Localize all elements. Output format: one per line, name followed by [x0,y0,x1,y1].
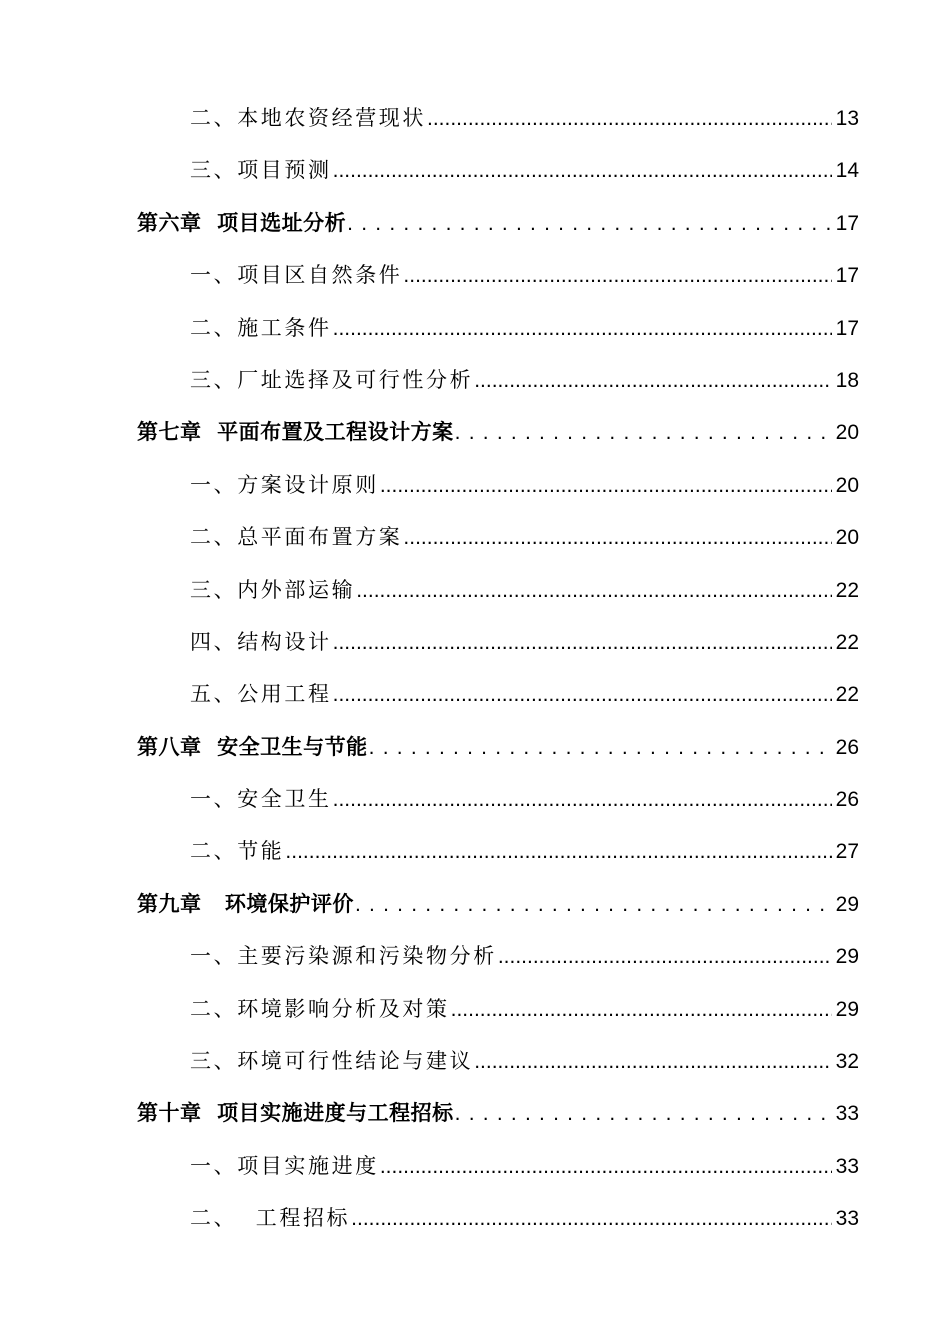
dot-leader [356,579,832,603]
dot-leader [333,317,832,341]
dot-leader [403,526,832,550]
toc-entry-page: 33 [835,1102,859,1126]
toc-entry-page: 33 [835,1154,859,1178]
toc-chapter-entry[interactable] [0,416,950,468]
toc-entry[interactable] [0,678,950,730]
toc-entry[interactable] [0,993,950,1045]
toc-entry-page: 20 [835,473,859,497]
dot-leader [333,159,832,183]
dot-leader [403,264,832,288]
dot-leader [351,1207,832,1231]
toc-entry-page: 20 [835,526,859,550]
toc-entry-page: 20 [835,421,859,445]
toc-entry[interactable] [0,521,950,573]
toc-entry-page: 29 [835,945,859,969]
toc-entry[interactable] [0,1045,950,1097]
toc-entry[interactable] [0,312,950,364]
toc-chapter-title: 第十章 项目实施进度与工程招标 [137,1100,454,1126]
toc-entry[interactable] [0,469,950,521]
toc-chapter-entry[interactable] [0,207,950,259]
toc-entry-page: 26 [835,735,859,759]
toc-entry-title: 二、 工程招标 [190,1206,351,1231]
toc-entry-title: 一、主要污染源和污染物分析 [190,944,497,969]
toc-entry[interactable] [0,940,950,992]
toc-chapter-title: 第八章 安全卫生与节能 [137,733,368,759]
dot-leader [333,683,832,707]
dot-leader [455,421,832,445]
toc-entry-title: 二、环境影响分析及对策 [190,996,450,1021]
toc-entry[interactable] [0,835,950,887]
dot-leader [451,998,832,1022]
toc-chapter-title: 第九章 环境保护评价 [137,890,354,916]
toc-chapter-entry[interactable] [0,731,950,783]
toc-entry[interactable] [0,364,950,416]
toc-entry-title: 一、项目区自然条件 [190,263,403,288]
dot-leader [455,1102,832,1126]
toc-entry-page: 26 [835,788,859,812]
toc-entry-page: 17 [835,211,859,235]
dot-leader [498,945,832,969]
dot-leader [380,1155,832,1179]
toc-entry[interactable] [0,1202,950,1254]
toc-entry-page: 22 [835,630,859,654]
toc-entry-title: 一、项目实施进度 [190,1153,379,1178]
toc-entry-page: 17 [835,316,859,340]
dot-leader [355,893,832,917]
toc-entry-page: 27 [835,840,859,864]
toc-entry-title: 一、安全卫生 [190,787,332,812]
dot-leader [347,212,832,236]
dot-leader [333,788,832,812]
toc-entry-page: 22 [835,578,859,602]
toc-entry-page: 29 [835,997,859,1021]
dot-leader [427,107,832,131]
dot-leader [474,369,832,393]
table-of-contents [0,102,950,1255]
toc-entry[interactable] [0,783,950,835]
toc-entry-page: 13 [835,107,859,130]
toc-entry-title: 三、项目预测 [190,158,332,183]
toc-entry[interactable] [0,574,950,626]
toc-entry-page: 29 [835,892,859,916]
toc-entry[interactable] [0,1150,950,1202]
toc-entry-title: 三、厂址选择及可行性分析 [190,367,474,392]
toc-entry[interactable] [0,626,950,678]
toc-entry-page: 32 [835,1050,859,1074]
toc-entry-title: 二、节能 [190,839,285,864]
toc-entry-page: 33 [835,1207,859,1231]
dot-leader [333,631,832,655]
toc-entry[interactable] [0,259,950,311]
toc-chapter-title: 第六章 项目选址分析 [137,209,347,235]
toc-chapter-entry[interactable] [0,888,950,940]
toc-entry-title: 四、结构设计 [190,629,332,654]
dot-leader [285,840,832,864]
toc-entry-title: 五、公用工程 [190,682,332,707]
toc-entry[interactable] [0,154,950,206]
toc-entry[interactable] [0,102,950,154]
toc-entry-title: 三、内外部运输 [190,577,356,602]
toc-entry-title: 二、本地农资经营现状 [190,106,426,130]
toc-chapter-title: 第七章 平面布置及工程设计方案 [137,419,454,445]
toc-entry-title: 一、方案设计原则 [190,472,379,497]
dot-leader [380,474,832,498]
toc-entry-page: 22 [835,683,859,707]
toc-entry-title: 三、环境可行性结论与建议 [190,1049,474,1074]
toc-entry-page: 14 [835,159,859,183]
toc-chapter-entry[interactable] [0,1097,950,1149]
toc-entry-title: 二、总平面布置方案 [190,525,403,550]
toc-entry-page: 17 [835,264,859,288]
dot-leader [474,1050,832,1074]
toc-entry-title: 二、施工条件 [190,315,332,340]
dot-leader [369,736,832,760]
toc-entry-page: 18 [835,368,859,392]
